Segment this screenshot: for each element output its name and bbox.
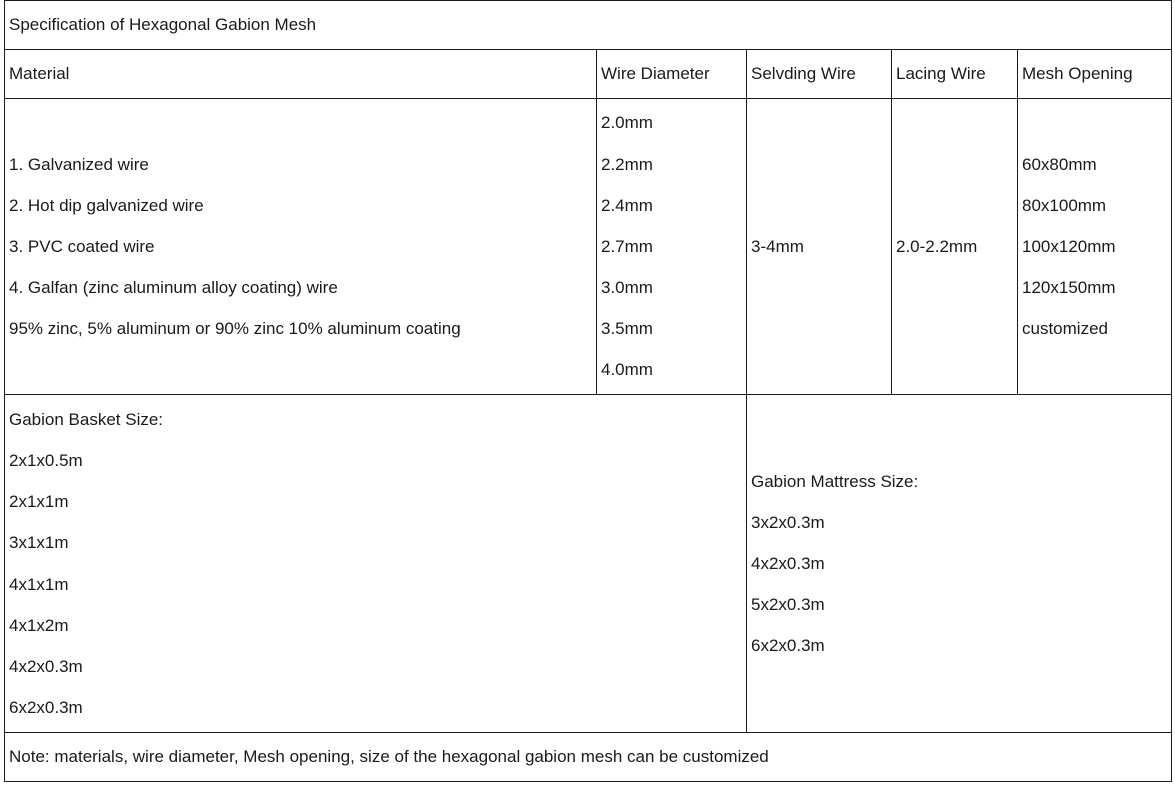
wire-diameter-item: 2.4mm xyxy=(601,195,653,215)
gabion-basket-label: Gabion Basket Size: xyxy=(9,409,164,429)
gabion-mattress-size: 3x2x0.3m xyxy=(751,512,825,532)
gabion-basket-size: 4x1x1m xyxy=(9,574,69,594)
mesh-opening-cell xyxy=(1018,99,1172,395)
material-item: 3. PVC coated wire xyxy=(9,236,155,256)
selvding-wire-cell xyxy=(747,99,892,395)
gabion-basket-size: 4x1x2m xyxy=(9,615,69,635)
material-item: 4. Galfan (zinc aluminum alloy coating) wire xyxy=(9,278,338,298)
spec-data-row xyxy=(5,99,1172,395)
gabion-basket-size: 2x1x0.5m xyxy=(9,450,83,470)
gabion-mattress-size: 5x2x0.3m xyxy=(751,595,825,615)
size-row xyxy=(5,395,1172,733)
material-item: 1. Galvanized wire xyxy=(9,154,149,174)
mesh-opening-item: 80x100mm xyxy=(1022,195,1107,215)
selvding-wire-value: 3-4mm xyxy=(751,236,804,256)
wire-diameter-item: 3.0mm xyxy=(601,278,653,298)
wire-diameter-item: 2.0mm xyxy=(601,113,653,133)
gabion-basket-size: 2x1x1m xyxy=(9,492,69,512)
specification-table xyxy=(4,0,1172,782)
lacing-wire-value: 2.0-2.2mm xyxy=(896,236,978,256)
material-cell xyxy=(5,99,597,395)
gabion-basket-size: 3x1x1m xyxy=(9,533,69,553)
header-mesh-opening-text: Mesh Opening xyxy=(1022,64,1133,83)
mesh-opening-item: 120x150mm xyxy=(1022,278,1116,298)
gabion-basket-size: 4x2x0.3m xyxy=(9,656,83,676)
gabion-basket-cell xyxy=(5,395,747,733)
header-selvding-wire-text: Selvding Wire xyxy=(751,64,856,83)
header-lacing-wire-text: Lacing Wire xyxy=(896,64,986,83)
header-selvding-wire xyxy=(747,50,892,99)
table-title-row xyxy=(5,1,1172,50)
gabion-mattress-size: 6x2x0.3m xyxy=(751,636,825,656)
gabion-mattress-cell xyxy=(747,395,1172,733)
mesh-opening-item: customized xyxy=(1022,319,1108,339)
gabion-basket-size: 6x2x0.3m xyxy=(9,698,83,718)
wire-diameter-item: 3.5mm xyxy=(601,319,653,339)
header-lacing-wire xyxy=(892,50,1018,99)
wire-diameter-item: 4.0mm xyxy=(601,360,653,380)
wire-diameter-item: 2.7mm xyxy=(601,236,653,256)
table-header-row xyxy=(5,50,1172,99)
wire-diameter-item: 2.2mm xyxy=(601,154,653,174)
note-row xyxy=(5,733,1172,782)
header-mesh-opening xyxy=(1018,50,1172,99)
gabion-mattress-label: Gabion Mattress Size: xyxy=(751,471,919,491)
gabion-mattress-size: 4x2x0.3m xyxy=(751,553,825,573)
material-item: 2. Hot dip galvanized wire xyxy=(9,195,204,215)
header-wire-diameter-text: Wire Diameter xyxy=(601,64,710,83)
header-wire-diameter xyxy=(597,50,747,99)
note-text: Note: materials, wire diameter, Mesh opening, size of the hexagonal gabion mesh can be customized xyxy=(9,747,769,766)
wire-diameter-cell xyxy=(597,99,747,395)
note-cell xyxy=(5,733,1172,782)
table-title-text: Specification of Hexagonal Gabion Mesh xyxy=(9,15,317,34)
mesh-opening-item: 60x80mm xyxy=(1022,154,1097,174)
mesh-opening-item: 100x120mm xyxy=(1022,236,1116,256)
material-item: 95% zinc, 5% aluminum or 90% zinc 10% aluminum coating xyxy=(9,319,461,339)
lacing-wire-cell xyxy=(892,99,1018,395)
table-title xyxy=(5,1,1172,50)
header-material xyxy=(5,50,597,99)
header-material-text: Material xyxy=(9,64,70,83)
